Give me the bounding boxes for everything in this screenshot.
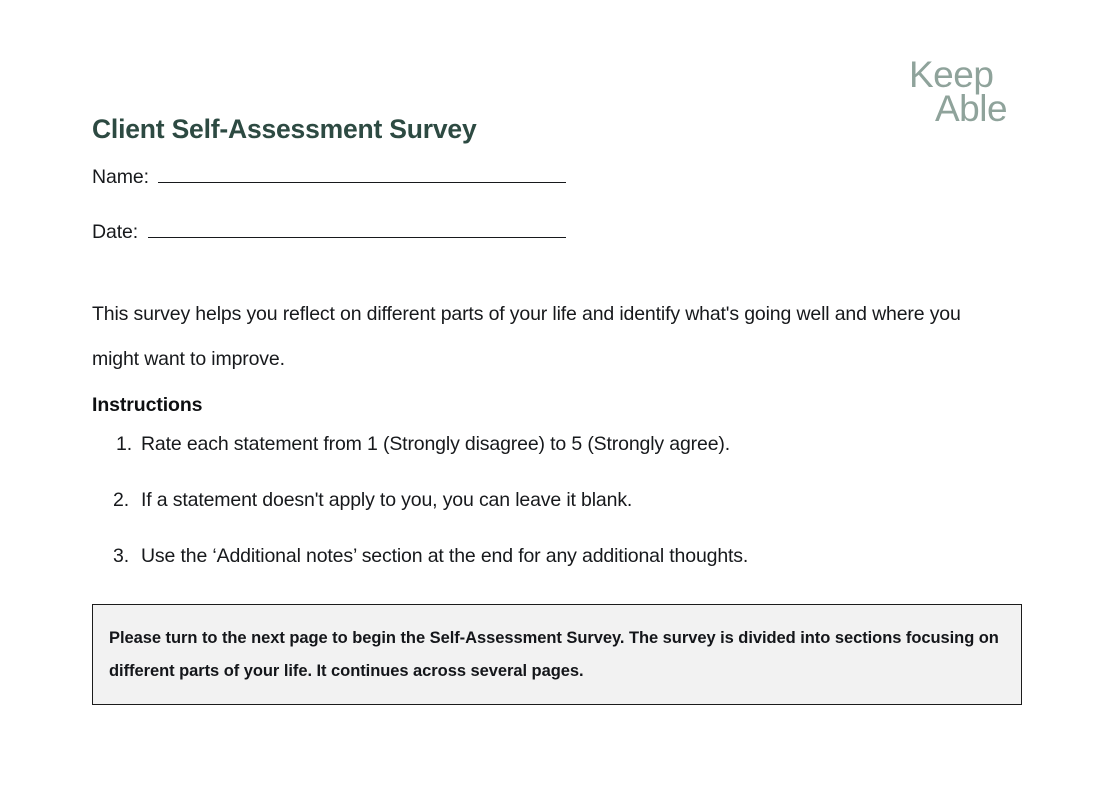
intro-paragraph: This survey helps you reflect on different parts of your life and identify what's going well and where you might want to improve.	[92, 302, 961, 370]
logo-line-keep: Keep	[909, 54, 994, 95]
name-field-input[interactable]	[158, 166, 566, 183]
keepable-logo	[905, 54, 1035, 129]
name-field-row	[92, 166, 566, 189]
list-item-text: Rate each statement from 1 (Strongly disagree) to 5 (Strongly agree).	[141, 433, 731, 455]
date-field-row	[92, 221, 566, 244]
name-field-label: Name:	[92, 166, 149, 188]
list-item-marker: 1.	[116, 433, 132, 455]
callout-box	[92, 604, 1022, 705]
instructions-heading: Instructions	[92, 394, 203, 417]
callout-text: Please turn to the next page to begin the Self-Assessment Survey. The survey is divided into sections focusing on different parts of your life. It continues across several pages.	[109, 629, 999, 680]
date-field-label: Date:	[92, 221, 139, 243]
list-item	[92, 430, 1022, 458]
list-item-text: If a statement doesn't apply to you, you can leave it blank.	[141, 489, 633, 511]
list-item-marker: 3.	[113, 545, 129, 567]
page-title: Client Self-Assessment Survey	[92, 113, 477, 144]
instructions-list	[92, 430, 1022, 570]
list-item-text: Use the ‘Additional notes’ section at the end for any additional thoughts.	[141, 545, 749, 567]
list-item	[92, 542, 1022, 570]
list-item-marker: 2.	[113, 489, 129, 511]
logo-line-able: Able	[935, 88, 1008, 129]
list-item	[92, 486, 1022, 514]
date-field-input[interactable]	[148, 221, 566, 238]
